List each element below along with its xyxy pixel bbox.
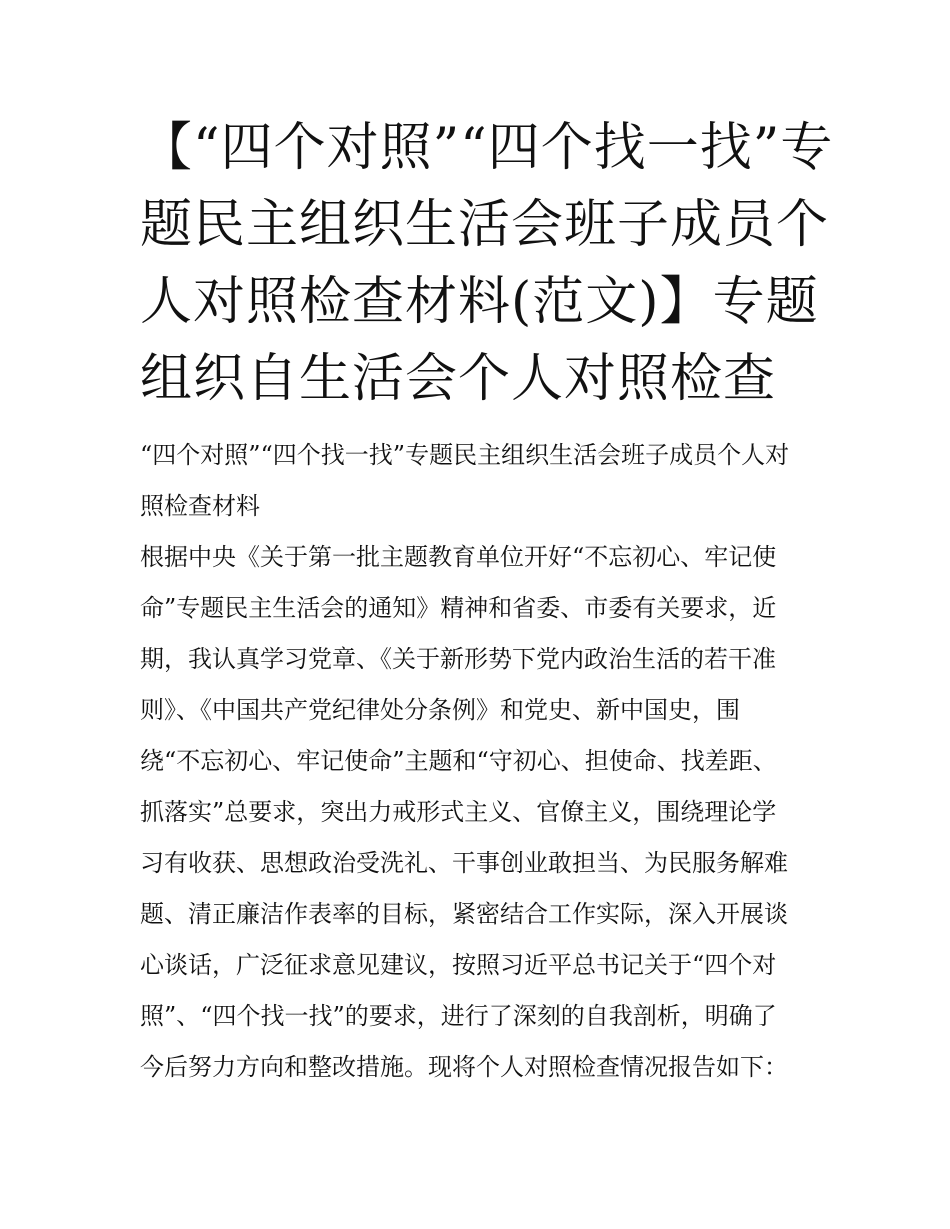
body-line: 心谈话，广泛征求意见建议，按照习近平总书记关于“四个对 bbox=[140, 951, 777, 979]
body-line: 绕“不忘初心、牢记使命”主题和“守初心、担使命、找差距、 bbox=[140, 747, 777, 775]
body-line: 则》、《中国共产党纪律处分条例》和党史、新中国史，围 bbox=[140, 696, 740, 724]
body-line: 习有收获、思想政治受洗礼、干事创业敢担当、为民服务解难 bbox=[140, 849, 788, 877]
body-line: 今后努力方向和整改措施。现将个人对照检查情况报告如下： bbox=[140, 1053, 788, 1081]
document-title bbox=[140, 110, 834, 418]
title-line: 组织自生活会个人对照检查 bbox=[140, 349, 777, 409]
title-line: 人对照检查材料(范文)】专题 bbox=[140, 272, 819, 332]
body-line: 根据中央《关于第一批主题教育单位开好“不忘初心、牢记使 bbox=[140, 543, 777, 571]
body-line: 照检查材料 bbox=[140, 492, 260, 520]
title-line: 题民主组织生活会班子成员个 bbox=[140, 195, 830, 255]
body-line: 命”专题民主生活会的通知》精神和省委、市委有关要求，近 bbox=[140, 594, 777, 622]
title-line: 【“四个对照”“四个找一找”专 bbox=[140, 118, 834, 178]
body-line: “四个对照”“四个找一找”专题民主组织生活会班子成员个人对 bbox=[140, 441, 790, 469]
document-body bbox=[140, 430, 830, 1093]
body-line: 抓落实”总要求，突出力戒形式主义、官僚主义，围绕理论学 bbox=[140, 798, 777, 826]
body-line: 照”、“四个找一找”的要求，进行了深刻的自我剖析，明确了 bbox=[140, 1002, 777, 1030]
body-line: 期，我认真学习党章、《关于新形势下党内政治生活的若干准 bbox=[140, 645, 776, 673]
body-line: 题、清正廉洁作表率的目标，紧密结合工作实际，深入开展谈 bbox=[140, 900, 788, 928]
